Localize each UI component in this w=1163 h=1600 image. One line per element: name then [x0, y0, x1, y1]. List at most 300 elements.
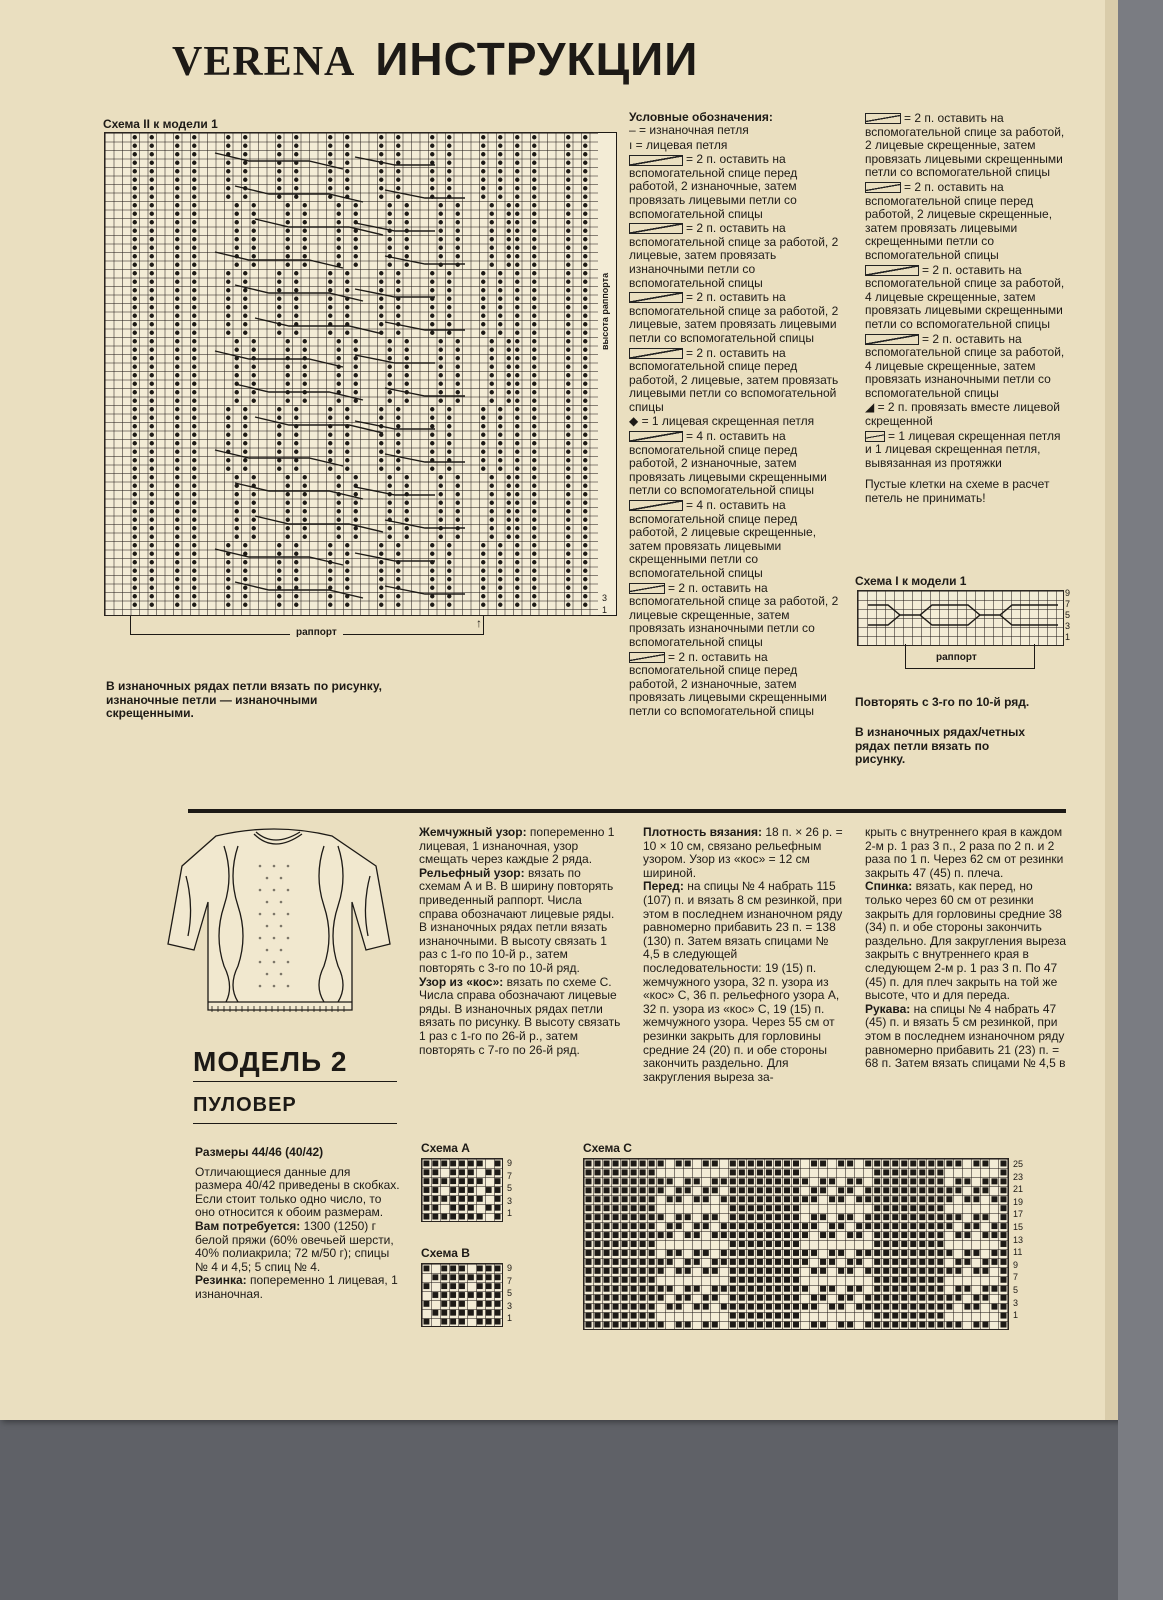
stitch-dot — [150, 331, 154, 335]
chart-cell — [1000, 1241, 1006, 1247]
stitch-dot — [566, 543, 570, 547]
stitch-dot — [430, 433, 434, 437]
stitch-dot — [388, 212, 392, 216]
stitch-dot — [388, 339, 392, 343]
chart-cell — [748, 1259, 754, 1265]
chart-cell — [865, 1268, 871, 1274]
chart-cell — [613, 1214, 619, 1220]
stitch-dot — [490, 246, 494, 250]
stitch-dot — [566, 441, 570, 445]
chart-cell — [586, 1250, 592, 1256]
chart-cell — [901, 1187, 907, 1193]
stitch-dot — [405, 365, 409, 369]
stitch-dot — [150, 288, 154, 292]
chart-cell — [459, 1178, 465, 1184]
stitch-dot — [294, 577, 298, 581]
stitch-dot — [226, 594, 230, 598]
chart-cell — [450, 1196, 456, 1202]
chart-cell — [910, 1232, 916, 1238]
stitch-dot — [447, 450, 451, 454]
chart-cell — [919, 1322, 925, 1328]
chart-cell — [883, 1277, 889, 1283]
stitch-dot — [583, 280, 587, 284]
stitch-dot — [133, 441, 137, 445]
chart-cell — [613, 1205, 619, 1211]
chart-cell — [766, 1313, 772, 1319]
stitch-dot — [430, 135, 434, 139]
legend-column-1 — [629, 110, 843, 720]
chart-cell — [649, 1187, 655, 1193]
chart-cell — [874, 1268, 880, 1274]
stitch-dot — [583, 535, 587, 539]
chart-cell — [730, 1250, 736, 1256]
chart-cell — [964, 1178, 970, 1184]
stitch-dot — [405, 526, 409, 530]
stitch-dot — [439, 518, 443, 522]
stitch-dot — [303, 254, 307, 258]
stitch-dot — [583, 475, 587, 479]
stitch-dot — [430, 594, 434, 598]
stitch-dot — [507, 518, 511, 522]
stitch-dot — [439, 390, 443, 394]
stitch-dot — [133, 331, 137, 335]
stitch-dot — [303, 484, 307, 488]
chart-cell — [604, 1268, 610, 1274]
stitch-dot — [447, 416, 451, 420]
stitch-dot — [175, 288, 179, 292]
stitch-dot — [583, 220, 587, 224]
chart-cell — [613, 1187, 619, 1193]
chart-cell — [432, 1274, 438, 1280]
chart-cell — [784, 1250, 790, 1256]
stitch-dot — [430, 305, 434, 309]
chart-cell — [919, 1205, 925, 1211]
stitch-dot — [150, 535, 154, 539]
chart-cell — [730, 1259, 736, 1265]
stitch-dot — [583, 288, 587, 292]
chart-cell — [667, 1250, 673, 1256]
chart-cell — [928, 1259, 934, 1265]
chart-cell — [730, 1241, 736, 1247]
stitch-dot — [396, 305, 400, 309]
stitch-dot — [133, 314, 137, 318]
chart-cell — [694, 1223, 700, 1229]
chart-cell — [586, 1205, 592, 1211]
stitch-dot — [252, 339, 256, 343]
chart-cell — [1000, 1250, 1006, 1256]
stitch-dot — [532, 161, 536, 165]
chart-cell — [838, 1161, 844, 1167]
chart-cell — [631, 1214, 637, 1220]
stitch-dot — [150, 390, 154, 394]
stitch-dot — [498, 271, 502, 275]
stitch-dot — [345, 577, 349, 581]
stitch-dot — [447, 331, 451, 335]
chart-cell — [658, 1295, 664, 1301]
stitch-dot — [175, 484, 179, 488]
stitch-dot — [583, 135, 587, 139]
chart-cell — [432, 1196, 438, 1202]
stitch-dot — [388, 356, 392, 360]
chart-cell — [604, 1295, 610, 1301]
stitch-dot — [277, 186, 281, 190]
stitch-dot — [294, 271, 298, 275]
stitch-dot — [226, 314, 230, 318]
chart-cell — [784, 1313, 790, 1319]
stitch-dot — [243, 314, 247, 318]
stitch-dot — [507, 365, 511, 369]
stitch-dot — [133, 382, 137, 386]
stitch-dot — [150, 271, 154, 275]
stitch-dot — [328, 569, 332, 573]
chart-cell — [793, 1214, 799, 1220]
chart-cell — [910, 1259, 916, 1265]
chart-cell — [631, 1232, 637, 1238]
chart-cell — [604, 1286, 610, 1292]
stitch-dot — [345, 467, 349, 471]
schemeB-row-numbers: 9 7 5 3 1 — [507, 1263, 513, 1323]
scheme2-caption: Схема II к модели 1 — [103, 117, 218, 131]
chart-cell — [748, 1232, 754, 1238]
chart-cell — [712, 1322, 718, 1328]
stitch-dot — [456, 390, 460, 394]
chart-cell — [613, 1223, 619, 1229]
stitch-dot — [192, 407, 196, 411]
stitch-dot — [243, 467, 247, 471]
stitch-dot — [515, 484, 519, 488]
chart-cell — [477, 1266, 483, 1272]
stitch-dot — [192, 331, 196, 335]
chart-cell — [450, 1161, 456, 1167]
stitch-dot — [379, 297, 383, 301]
stitch-dot — [430, 467, 434, 471]
stitch-dot — [175, 305, 179, 309]
stitch-dot — [175, 263, 179, 267]
chart-cell — [595, 1313, 601, 1319]
chart-cell — [766, 1295, 772, 1301]
chart-cell — [784, 1161, 790, 1167]
chart-cell — [748, 1187, 754, 1193]
stitch-dot — [583, 348, 587, 352]
chart-cell — [820, 1322, 826, 1328]
stitch-dot — [175, 314, 179, 318]
chart-cell — [937, 1241, 943, 1247]
stitch-dot — [405, 237, 409, 241]
stitch-dot — [286, 339, 290, 343]
stitch-dot — [175, 509, 179, 513]
stitch-dot — [532, 543, 536, 547]
chart-cell — [757, 1250, 763, 1256]
chart-cell — [910, 1286, 916, 1292]
stitch-dot — [430, 569, 434, 573]
chart-cell — [910, 1223, 916, 1229]
chart-cell — [874, 1169, 880, 1175]
chart-cell — [649, 1214, 655, 1220]
chart-cell — [586, 1268, 592, 1274]
chart-cell — [622, 1187, 628, 1193]
scheme1-row-numbers: 9 7 5 3 1 — [1065, 588, 1071, 642]
stitch-dot — [175, 212, 179, 216]
stitch-dot — [396, 569, 400, 573]
chart-cell — [883, 1187, 889, 1193]
stitch-dot — [396, 603, 400, 607]
stitch-dot — [226, 586, 230, 590]
stitch-dot — [490, 356, 494, 360]
chart-cell — [703, 1161, 709, 1167]
chart-cell — [874, 1295, 880, 1301]
stitch-dot — [430, 186, 434, 190]
chart-cell — [1000, 1232, 1006, 1238]
stitch-dot — [566, 322, 570, 326]
chart-cell — [964, 1259, 970, 1265]
stitch-dot — [345, 305, 349, 309]
legend-item: = 2 п. оставить на вспомогательной спице за работой, 2 лицевые скрещенные, затем провязать изнаночными петли со вспомогательной спицы — [629, 580, 839, 649]
stitch-dot — [396, 280, 400, 284]
stitch-dot — [243, 577, 247, 581]
chart-cell — [829, 1286, 835, 1292]
stitch-dot — [583, 305, 587, 309]
stitch-dot — [192, 450, 196, 454]
chart-cell — [928, 1161, 934, 1167]
chart-cell — [649, 1250, 655, 1256]
stitch-dot — [243, 271, 247, 275]
stitch-dot — [583, 577, 587, 581]
chart-cell — [955, 1214, 961, 1220]
stitch-dot — [150, 229, 154, 233]
stitch-dot — [388, 220, 392, 224]
stitch-dot — [235, 390, 239, 394]
chart-cell — [595, 1241, 601, 1247]
chart-cell — [820, 1295, 826, 1301]
stitch-dot — [303, 526, 307, 530]
stitch-dot — [252, 365, 256, 369]
chart-cell — [883, 1196, 889, 1202]
chart-cell — [784, 1169, 790, 1175]
stitch-dot — [150, 254, 154, 258]
stitch-dot — [379, 594, 383, 598]
stitch-dot — [507, 492, 511, 496]
chart-cell — [604, 1277, 610, 1283]
chart-cell — [946, 1250, 952, 1256]
stitch-dot — [430, 280, 434, 284]
chart-cell — [955, 1295, 961, 1301]
chart-cell — [874, 1250, 880, 1256]
stitch-dot — [379, 543, 383, 547]
stitch-dot — [150, 373, 154, 377]
stitch-dot — [583, 263, 587, 267]
stitch-dot — [226, 135, 230, 139]
chart-cell — [450, 1319, 456, 1325]
chart-cell — [937, 1196, 943, 1202]
cable-line — [215, 549, 435, 565]
stitch-dot — [133, 135, 137, 139]
stitch-dot — [286, 348, 290, 352]
chart-cell — [1000, 1313, 1006, 1319]
stitch-dot — [388, 535, 392, 539]
legend-item: = 2 п. оставить на вспомогательной спице перед работой, 2 изнаночные, затем провязать лицевыми скрещенными петли со вспомогательной спицы — [629, 649, 827, 718]
rib-text: попеременно 1 лицевая, 1 изнаночная. — [195, 1273, 398, 1301]
chart-cell — [811, 1161, 817, 1167]
chart-cell — [766, 1241, 772, 1247]
stitch-dot — [379, 195, 383, 199]
chart-cell — [739, 1322, 745, 1328]
stitch-dot — [345, 314, 349, 318]
chart-cell — [586, 1259, 592, 1265]
chart-cell — [919, 1232, 925, 1238]
chart-cell — [450, 1283, 456, 1289]
chart-cell — [586, 1223, 592, 1229]
chart-cell — [811, 1250, 817, 1256]
chart-cell — [793, 1232, 799, 1238]
chart-cell — [847, 1286, 853, 1292]
stitch-dot — [294, 407, 298, 411]
stitch-dot — [175, 535, 179, 539]
stitch-dot — [345, 569, 349, 573]
stitch-dot — [566, 484, 570, 488]
chart-cell — [721, 1259, 727, 1265]
stitch-dot — [456, 229, 460, 233]
stitch-dot — [345, 441, 349, 445]
chart-cell — [820, 1268, 826, 1274]
chart-cell — [748, 1223, 754, 1229]
stitch-dot — [396, 416, 400, 420]
sweater-icon — [164, 826, 392, 1026]
stitch-dot — [583, 212, 587, 216]
chart-cell — [622, 1259, 628, 1265]
chart-cell — [631, 1286, 637, 1292]
stitch-dot — [583, 569, 587, 573]
chart-cell — [901, 1205, 907, 1211]
chart-cell — [910, 1250, 916, 1256]
chart-cell — [604, 1304, 610, 1310]
chart-cell — [892, 1268, 898, 1274]
chart-cell — [928, 1322, 934, 1328]
stitch-dot — [507, 526, 511, 530]
stitch-dot — [328, 178, 332, 182]
chart-cell — [1000, 1268, 1006, 1274]
stitch-dot — [439, 492, 443, 496]
chart-cell — [468, 1196, 474, 1202]
page-title: ИНСТРУКЦИИ — [375, 33, 699, 85]
chart-cell — [604, 1250, 610, 1256]
chart-cell — [883, 1313, 889, 1319]
stitch-dot — [235, 212, 239, 216]
stitch-dot — [328, 297, 332, 301]
chart-cell — [838, 1214, 844, 1220]
text-column-2: Плотность вязания: 18 п. × 26 р. = 10 × 10 см, связано рельефным узором. Узор из «кос» = 12 см шириной. Перед: на спицы № 4 набрать 115 (107) п. и вязать 8 см резинкой, при этом в последнем изнаночном ряду равномерно прибавить 23 п. = 138 (130) п. Затем вязать спицами № 4,5 в следующей последовательности: 19 (15) п. жемчужного узора, 32 п. узора из «кос» С, 36 п. рельефного узора А, 32 п. узора из «кос» С, 19 (15) п. жемчужного узора. Через 55 см от резинки закрыть для горловины средние 24 (20) п. и обе стороны закончить раздельно. Для закругления выреза за- — [643, 825, 843, 1084]
chart-cell — [928, 1178, 934, 1184]
schemeC-cells — [584, 1159, 1008, 1329]
stitch-dot — [277, 424, 281, 428]
cable-symbol-icon — [629, 431, 683, 442]
stitch-dot — [515, 186, 519, 190]
stitch-dot — [396, 314, 400, 318]
chart-cell — [730, 1214, 736, 1220]
chart-cell — [811, 1196, 817, 1202]
stitch-dot — [481, 280, 485, 284]
stitch-dot — [583, 458, 587, 462]
stitch-dot — [150, 169, 154, 173]
chart-cell — [712, 1178, 718, 1184]
chart-cell — [910, 1304, 916, 1310]
chart-cell — [937, 1169, 943, 1175]
stitch-dot — [447, 271, 451, 275]
stitch-dot — [303, 535, 307, 539]
chart-cell — [441, 1196, 447, 1202]
stitch-dot — [328, 280, 332, 284]
chart-cell — [459, 1301, 465, 1307]
chart-cell — [730, 1232, 736, 1238]
chart-cell — [883, 1304, 889, 1310]
chart-cell — [829, 1232, 835, 1238]
chart-cell — [658, 1268, 664, 1274]
stitch-dot — [354, 492, 358, 496]
chart-cell — [424, 1178, 430, 1184]
stitch-dot — [294, 552, 298, 556]
stitch-dot — [192, 356, 196, 360]
stitch-dot — [388, 246, 392, 250]
stitch-dot — [532, 178, 536, 182]
chart-cell — [604, 1214, 610, 1220]
stitch-dot — [294, 586, 298, 590]
chart-cell — [586, 1286, 592, 1292]
chart-cell — [793, 1196, 799, 1202]
chart-cell — [928, 1187, 934, 1193]
chart-cell — [1000, 1286, 1006, 1292]
stitch-dot — [175, 348, 179, 352]
stitch-dot — [498, 594, 502, 598]
stitch-dot — [303, 382, 307, 386]
legend-item: ı = лицевая петля — [629, 137, 728, 152]
chart-cell — [982, 1268, 988, 1274]
chart-cell — [775, 1286, 781, 1292]
stitch-dot — [328, 288, 332, 292]
stitch-dot — [328, 407, 332, 411]
stitch-dot — [566, 297, 570, 301]
chart-cell — [658, 1286, 664, 1292]
chart-cell — [955, 1259, 961, 1265]
stitch-dot — [388, 348, 392, 352]
stitch-dot — [235, 220, 239, 224]
stitch-dot — [286, 237, 290, 241]
stitch-dot — [532, 263, 536, 267]
stitch-dot — [447, 305, 451, 309]
stitch-dot — [490, 373, 494, 377]
chart-cell — [883, 1295, 889, 1301]
stitch-dot — [405, 518, 409, 522]
stitch-dot — [243, 543, 247, 547]
stitch-dot — [532, 288, 536, 292]
chart-cell — [604, 1232, 610, 1238]
stitch-dot — [192, 399, 196, 403]
chart-cell — [613, 1322, 619, 1328]
stitch-dot — [379, 467, 383, 471]
stitch-dot — [277, 467, 281, 471]
stitch-dot — [456, 373, 460, 377]
stitch-dot — [498, 450, 502, 454]
chart-cell — [793, 1268, 799, 1274]
stitch-dot — [277, 314, 281, 318]
stitch-dot — [133, 297, 137, 301]
stitch-dot — [566, 594, 570, 598]
chart-cell — [432, 1214, 438, 1220]
chart-cell — [748, 1304, 754, 1310]
chart-cell — [631, 1169, 637, 1175]
chart-cell — [424, 1161, 430, 1167]
sweater-illustration — [164, 826, 392, 1026]
chart-cell — [667, 1232, 673, 1238]
stitch-dot — [133, 509, 137, 513]
